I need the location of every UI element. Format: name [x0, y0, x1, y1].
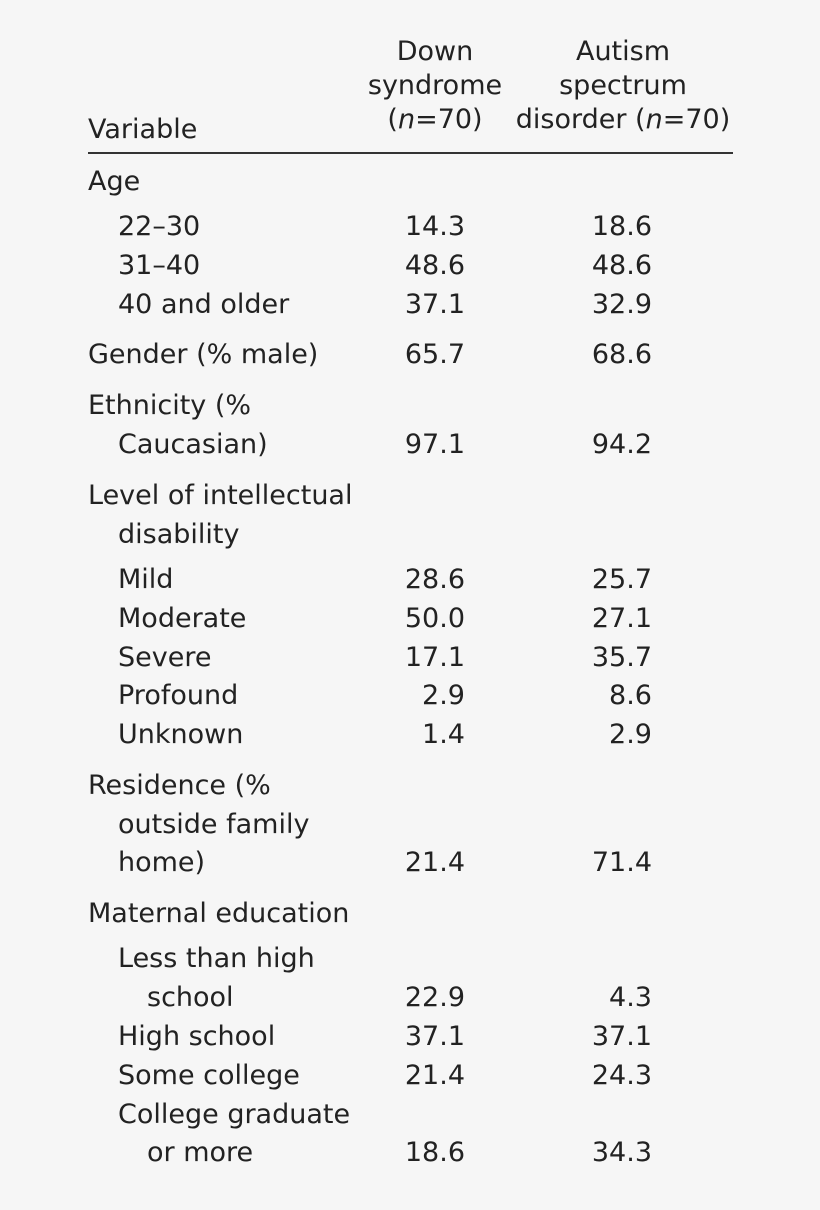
row-label: College graduate	[118, 1099, 351, 1130]
cell-down-syndrome: 21.4	[404, 1060, 465, 1091]
row-label: Profound	[118, 680, 239, 711]
row-label: Residence (%	[88, 770, 271, 801]
cell-autism: 8.6	[609, 680, 652, 711]
cell-autism: 35.7	[591, 642, 652, 673]
header-ds-line1: Down	[396, 36, 474, 67]
row-label: 40 and older	[118, 289, 290, 320]
header-rule	[88, 152, 733, 154]
row-label: Less than high	[118, 943, 315, 974]
cell-down-syndrome: 28.6	[404, 564, 465, 595]
cell-down-syndrome: 97.1	[404, 429, 465, 460]
cell-down-syndrome: 50.0	[404, 603, 465, 634]
cell-down-syndrome: 37.1	[404, 1021, 465, 1052]
row-label: outside family	[118, 809, 310, 840]
row-label: Ethnicity (%	[88, 390, 252, 421]
cell-down-syndrome: 17.1	[404, 642, 465, 673]
row-label: school	[147, 982, 234, 1013]
row-label: Unknown	[118, 719, 244, 750]
header-asd-line1: Autism	[575, 36, 671, 67]
cell-autism: 24.3	[591, 1060, 652, 1091]
row-label: or more	[147, 1137, 254, 1168]
cell-autism: 25.7	[591, 564, 652, 595]
cell-down-syndrome: 2.9	[422, 680, 465, 711]
cell-autism: 32.9	[591, 289, 652, 320]
row-label: Mild	[118, 564, 174, 595]
row-label: Level of intellectual	[88, 480, 353, 511]
row-label: Age	[88, 166, 141, 197]
row-label: 31–40	[118, 250, 201, 281]
cell-autism: 37.1	[591, 1021, 652, 1052]
header-ds-line3: (n=70)	[387, 104, 483, 135]
row-label: home)	[118, 847, 206, 878]
row-label: High school	[118, 1021, 276, 1052]
cell-autism: 68.6	[591, 339, 652, 370]
cell-down-syndrome: 22.9	[404, 982, 465, 1013]
row-label: Severe	[118, 642, 212, 673]
cell-down-syndrome: 48.6	[404, 250, 465, 281]
cell-autism: 34.3	[591, 1137, 652, 1168]
cell-down-syndrome: 1.4	[422, 719, 465, 750]
cell-autism: 94.2	[591, 429, 652, 460]
cell-autism: 27.1	[591, 603, 652, 634]
cell-autism: 71.4	[591, 847, 652, 878]
header-asd-line2: spectrum	[559, 70, 687, 101]
row-label: Moderate	[118, 603, 247, 634]
row-label: Gender (% male)	[88, 339, 319, 370]
cell-autism: 4.3	[609, 982, 652, 1013]
cell-autism: 18.6	[591, 211, 652, 242]
cell-autism: 2.9	[609, 719, 652, 750]
header-variable: Variable	[88, 114, 198, 145]
cell-autism: 48.6	[591, 250, 652, 281]
header-down-syndrome	[350, 35, 520, 137]
row-label: disability	[118, 519, 240, 550]
cell-down-syndrome: 37.1	[404, 289, 465, 320]
cell-down-syndrome: 21.4	[404, 847, 465, 878]
header-asd-line3: disorder (n=70)	[515, 104, 731, 135]
row-label: 22–30	[118, 211, 201, 242]
header-autism	[508, 35, 738, 137]
row-label: Some college	[118, 1060, 300, 1091]
cell-down-syndrome: 18.6	[404, 1137, 465, 1168]
header-ds-line2: syndrome	[367, 70, 503, 101]
row-label: Caucasian)	[118, 429, 268, 460]
row-label: Maternal education	[88, 898, 350, 929]
cell-down-syndrome: 65.7	[404, 339, 465, 370]
cell-down-syndrome: 14.3	[404, 211, 465, 242]
